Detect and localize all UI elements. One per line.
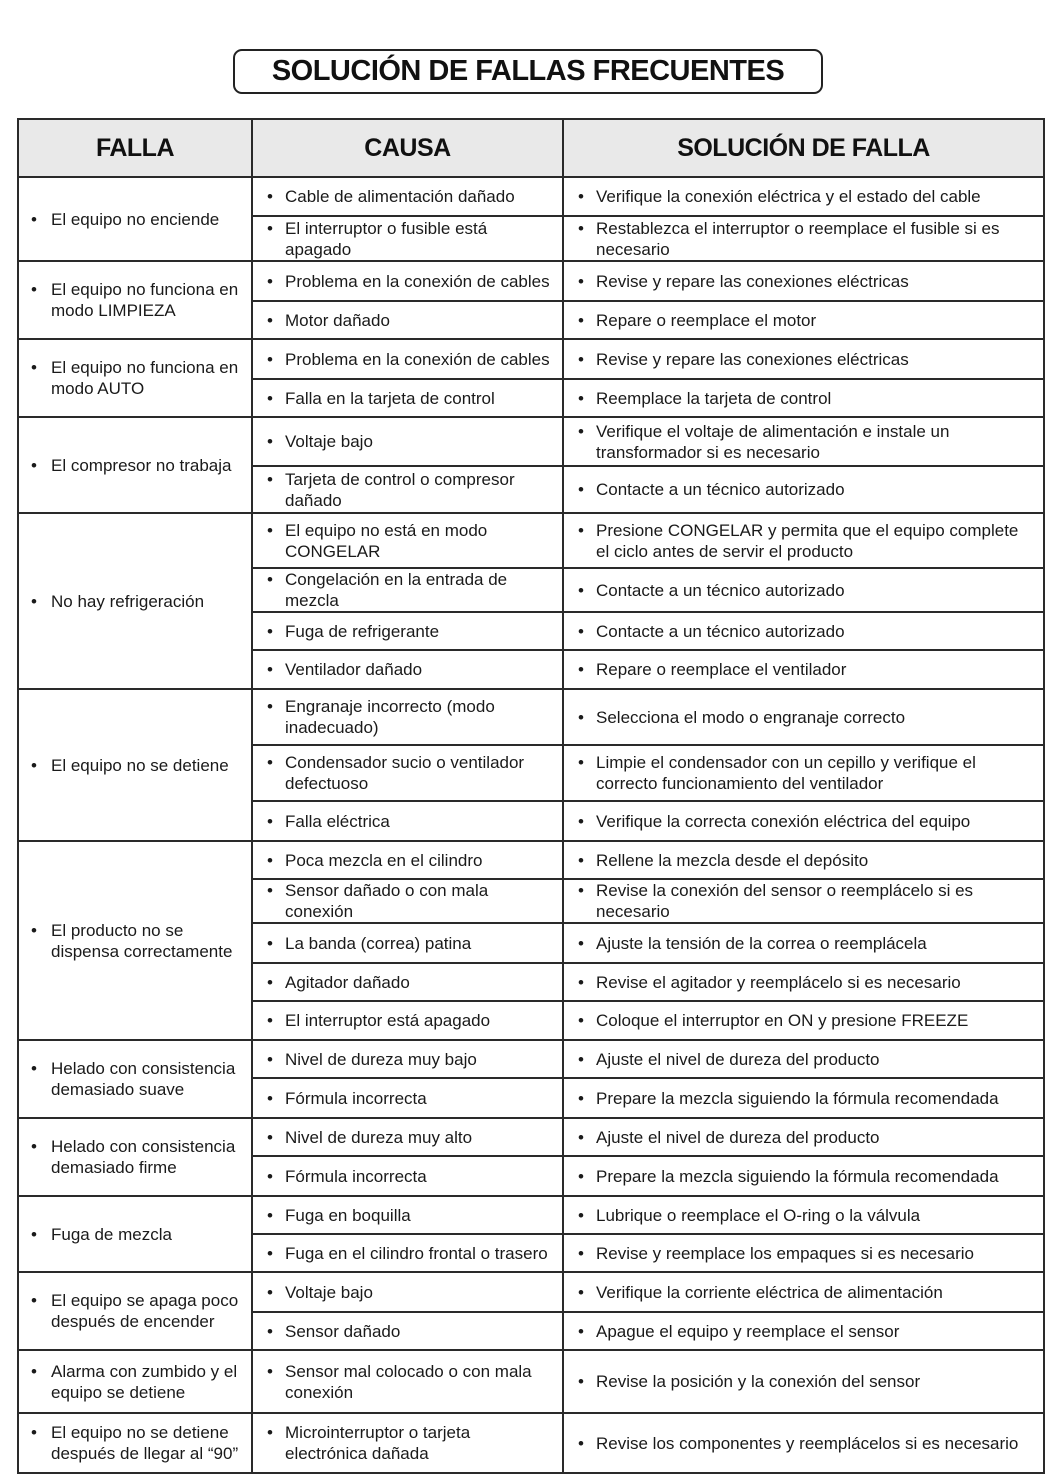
causa-cell bbox=[252, 841, 563, 879]
causa-text: • Nivel de dureza muy alto bbox=[265, 1127, 552, 1148]
falla-cell bbox=[18, 1118, 252, 1196]
falla-text: • Helado con consistencia demasiado firme bbox=[31, 1136, 241, 1178]
solucion-text: • Repare o reemplace el ventilador bbox=[576, 659, 1033, 680]
causa-text: • Fuga en el cilindro frontal o trasero bbox=[265, 1243, 552, 1264]
falla-text: • El producto no se dispensa correctamente bbox=[31, 920, 241, 962]
table-header-row bbox=[18, 119, 1044, 177]
table-row bbox=[18, 417, 1044, 466]
solucion-text: • Restablezca el interruptor o reemplace el fusible si es necesario bbox=[576, 218, 1033, 260]
falla-text: • El equipo no se detiene después de llegar al “90” bbox=[31, 1422, 241, 1464]
falla-text: • Alarma con zumbido y el equipo se detiene bbox=[31, 1361, 241, 1403]
solucion-text: • Contacte a un técnico autorizado bbox=[576, 621, 1033, 642]
header-solucion: SOLUCIÓN DE FALLA bbox=[563, 119, 1044, 177]
causa-cell bbox=[252, 513, 563, 568]
solucion-text: • Lubrique o reemplace el O-ring o la válvula bbox=[576, 1205, 1033, 1226]
causa-text: • Fórmula incorrecta bbox=[265, 1166, 552, 1187]
solucion-cell bbox=[563, 1272, 1044, 1312]
causa-text: • Voltaje bajo bbox=[265, 431, 552, 452]
solucion-text: • Apague el equipo y reemplace el sensor bbox=[576, 1321, 1033, 1342]
solucion-cell bbox=[563, 1312, 1044, 1350]
causa-cell bbox=[252, 1118, 563, 1156]
solucion-cell bbox=[563, 1234, 1044, 1272]
causa-text: • Falla en la tarjeta de control bbox=[265, 388, 552, 409]
solucion-text: • Repare o reemplace el motor bbox=[576, 310, 1033, 331]
solucion-cell bbox=[563, 689, 1044, 745]
falla-cell bbox=[18, 689, 252, 841]
causa-cell bbox=[252, 177, 563, 216]
solucion-text: • Revise los componentes y reemplácelos si es necesario bbox=[576, 1433, 1033, 1454]
causa-text: • La banda (correa) patina bbox=[265, 933, 552, 954]
solucion-cell bbox=[563, 1078, 1044, 1118]
table-row bbox=[18, 1350, 1044, 1413]
causa-cell bbox=[252, 612, 563, 650]
causa-text: • Tarjeta de control o compresor dañado bbox=[265, 469, 552, 511]
solucion-text: • Prepare la mezcla siguiendo la fórmula recomendada bbox=[576, 1088, 1033, 1109]
causa-text: • Engranaje incorrecto (modo inadecuado) bbox=[265, 696, 552, 738]
causa-cell bbox=[252, 1272, 563, 1312]
table-row bbox=[18, 339, 1044, 379]
solucion-text: • Verifique la conexión eléctrica y el estado del cable bbox=[576, 186, 1033, 207]
solucion-cell bbox=[563, 216, 1044, 261]
solucion-cell bbox=[563, 1156, 1044, 1196]
falla-cell bbox=[18, 177, 252, 261]
causa-cell bbox=[252, 689, 563, 745]
solucion-cell bbox=[563, 963, 1044, 1001]
solucion-text: • Presione CONGELAR y permita que el equipo complete el ciclo antes de servir el producto bbox=[576, 520, 1033, 562]
causa-text: • Congelación en la entrada de mezcla bbox=[265, 569, 552, 611]
table-row bbox=[18, 689, 1044, 745]
causa-text: • Falla eléctrica bbox=[265, 811, 552, 832]
page-title: SOLUCIÓN DE FALLAS FRECUENTES bbox=[233, 49, 823, 94]
causa-cell bbox=[252, 1234, 563, 1272]
causa-cell bbox=[252, 963, 563, 1001]
solucion-cell bbox=[563, 466, 1044, 513]
causa-cell bbox=[252, 801, 563, 841]
table-row bbox=[18, 261, 1044, 301]
solucion-text: • Contacte a un técnico autorizado bbox=[576, 580, 1033, 601]
solucion-cell bbox=[563, 1350, 1044, 1413]
solucion-cell bbox=[563, 841, 1044, 879]
causa-cell bbox=[252, 745, 563, 801]
causa-cell bbox=[252, 1312, 563, 1350]
causa-cell bbox=[252, 301, 563, 339]
solucion-text: • Rellene la mezcla desde el depósito bbox=[576, 850, 1033, 871]
solucion-cell bbox=[563, 1413, 1044, 1473]
causa-cell bbox=[252, 261, 563, 301]
falla-text: • Fuga de mezcla bbox=[31, 1224, 241, 1245]
causa-cell bbox=[252, 923, 563, 963]
table-row bbox=[18, 1040, 1044, 1078]
falla-cell bbox=[18, 1350, 252, 1413]
table-row bbox=[18, 1196, 1044, 1234]
solucion-cell bbox=[563, 879, 1044, 923]
solucion-text: • Reemplace la tarjeta de control bbox=[576, 388, 1033, 409]
table-row bbox=[18, 841, 1044, 879]
solucion-text: • Selecciona el modo o engranaje correcto bbox=[576, 707, 1033, 728]
solucion-cell bbox=[563, 1196, 1044, 1234]
causa-text: • Ventilador dañado bbox=[265, 659, 552, 680]
causa-cell bbox=[252, 568, 563, 612]
solucion-text: • Contacte a un técnico autorizado bbox=[576, 479, 1033, 500]
causa-text: • Fórmula incorrecta bbox=[265, 1088, 552, 1109]
solucion-cell bbox=[563, 745, 1044, 801]
falla-cell bbox=[18, 339, 252, 417]
solucion-text: • Verifique la correcta conexión eléctrica del equipo bbox=[576, 811, 1033, 832]
causa-text: • Sensor dañado bbox=[265, 1321, 552, 1342]
causa-text: • Poca mezcla en el cilindro bbox=[265, 850, 552, 871]
causa-text: • Fuga en boquilla bbox=[265, 1205, 552, 1226]
solucion-cell bbox=[563, 923, 1044, 963]
falla-cell bbox=[18, 417, 252, 513]
falla-text: • El equipo no enciende bbox=[31, 209, 241, 230]
causa-text: • Problema en la conexión de cables bbox=[265, 271, 552, 292]
causa-cell bbox=[252, 466, 563, 513]
causa-cell bbox=[252, 650, 563, 689]
solucion-text: • Revise el agitador y reemplácelo si es necesario bbox=[576, 972, 1033, 993]
falla-text: • El equipo no funciona en modo AUTO bbox=[31, 357, 241, 399]
causa-text: • Sensor mal colocado o con mala conexión bbox=[265, 1361, 552, 1403]
causa-text: • Voltaje bajo bbox=[265, 1282, 552, 1303]
causa-cell bbox=[252, 379, 563, 417]
solucion-text: • Coloque el interruptor en ON y presione FREEZE bbox=[576, 1010, 1033, 1031]
solucion-text: • Revise y repare las conexiones eléctricas bbox=[576, 349, 1033, 370]
falla-cell bbox=[18, 1040, 252, 1118]
solucion-text: • Revise la posición y la conexión del sensor bbox=[576, 1371, 1033, 1392]
causa-cell bbox=[252, 879, 563, 923]
falla-text: • No hay refrigeración bbox=[31, 591, 241, 612]
solucion-cell bbox=[563, 261, 1044, 301]
solucion-cell bbox=[563, 801, 1044, 841]
table-row bbox=[18, 1118, 1044, 1156]
causa-text: • Condensador sucio o ventilador defectuoso bbox=[265, 752, 552, 794]
falla-text: • El equipo no se detiene bbox=[31, 755, 241, 776]
solucion-text: • Ajuste el nivel de dureza del producto bbox=[576, 1049, 1033, 1070]
causa-text: • El equipo no está en modo CONGELAR bbox=[265, 520, 552, 562]
falla-cell bbox=[18, 841, 252, 1040]
causa-cell bbox=[252, 1156, 563, 1196]
solucion-cell bbox=[563, 379, 1044, 417]
solucion-cell bbox=[563, 1001, 1044, 1040]
solucion-text: • Revise la conexión del sensor o reemplácelo si es necesario bbox=[576, 880, 1033, 922]
solucion-text: • Revise y repare las conexiones eléctricas bbox=[576, 271, 1033, 292]
causa-cell bbox=[252, 339, 563, 379]
causa-cell bbox=[252, 1040, 563, 1078]
solucion-cell bbox=[563, 1118, 1044, 1156]
solucion-cell bbox=[563, 417, 1044, 466]
falla-cell bbox=[18, 513, 252, 689]
solucion-text: • Verifique la corriente eléctrica de alimentación bbox=[576, 1282, 1033, 1303]
falla-cell bbox=[18, 1413, 252, 1473]
falla-cell bbox=[18, 1272, 252, 1350]
solucion-cell bbox=[563, 612, 1044, 650]
falla-cell bbox=[18, 1196, 252, 1272]
falla-text: • El equipo no funciona en modo LIMPIEZA bbox=[31, 279, 241, 321]
solucion-cell bbox=[563, 177, 1044, 216]
causa-cell bbox=[252, 1413, 563, 1473]
causa-cell bbox=[252, 1001, 563, 1040]
causa-cell bbox=[252, 216, 563, 261]
falla-text: • El equipo se apaga poco después de encender bbox=[31, 1290, 241, 1332]
solucion-text: • Limpie el condensador con un cepillo y verifique el correcto funcionamiento del ventilador bbox=[576, 752, 1033, 794]
table-body bbox=[18, 177, 1044, 1473]
solucion-text: • Prepare la mezcla siguiendo la fórmula recomendada bbox=[576, 1166, 1033, 1187]
solucion-cell bbox=[563, 513, 1044, 568]
causa-text: • El interruptor está apagado bbox=[265, 1010, 552, 1031]
solucion-cell bbox=[563, 650, 1044, 689]
causa-text: • El interruptor o fusible está apagado bbox=[265, 218, 552, 260]
causa-text: • Agitador dañado bbox=[265, 972, 552, 993]
table-row bbox=[18, 1272, 1044, 1312]
solucion-cell bbox=[563, 568, 1044, 612]
table-row bbox=[18, 1413, 1044, 1473]
solucion-cell bbox=[563, 1040, 1044, 1078]
falla-text: • Helado con consistencia demasiado suave bbox=[31, 1058, 241, 1100]
table-row bbox=[18, 513, 1044, 568]
header-causa: CAUSA bbox=[252, 119, 563, 177]
solucion-text: • Ajuste la tensión de la correa o reemplácela bbox=[576, 933, 1033, 954]
troubleshooting-table bbox=[17, 118, 1045, 1474]
causa-text: • Nivel de dureza muy bajo bbox=[265, 1049, 552, 1070]
causa-text: • Fuga de refrigerante bbox=[265, 621, 552, 642]
table-row bbox=[18, 177, 1044, 216]
causa-cell bbox=[252, 1350, 563, 1413]
solucion-text: • Ajuste el nivel de dureza del producto bbox=[576, 1127, 1033, 1148]
causa-text: • Sensor dañado o con mala conexión bbox=[265, 880, 552, 922]
causa-cell bbox=[252, 1078, 563, 1118]
causa-cell bbox=[252, 417, 563, 466]
falla-text: • El compresor no trabaja bbox=[31, 455, 241, 476]
solucion-cell bbox=[563, 301, 1044, 339]
causa-cell bbox=[252, 1196, 563, 1234]
causa-text: • Microinterruptor o tarjeta electrónica dañada bbox=[265, 1422, 552, 1464]
causa-text: • Motor dañado bbox=[265, 310, 552, 331]
falla-cell bbox=[18, 261, 252, 339]
header-falla: FALLA bbox=[18, 119, 252, 177]
solucion-text: • Revise y reemplace los empaques si es necesario bbox=[576, 1243, 1033, 1264]
solucion-cell bbox=[563, 339, 1044, 379]
causa-text: • Cable de alimentación dañado bbox=[265, 186, 552, 207]
solucion-text: • Verifique el voltaje de alimentación e instale un transformador si es necesario bbox=[576, 421, 1033, 463]
causa-text: • Problema en la conexión de cables bbox=[265, 349, 552, 370]
